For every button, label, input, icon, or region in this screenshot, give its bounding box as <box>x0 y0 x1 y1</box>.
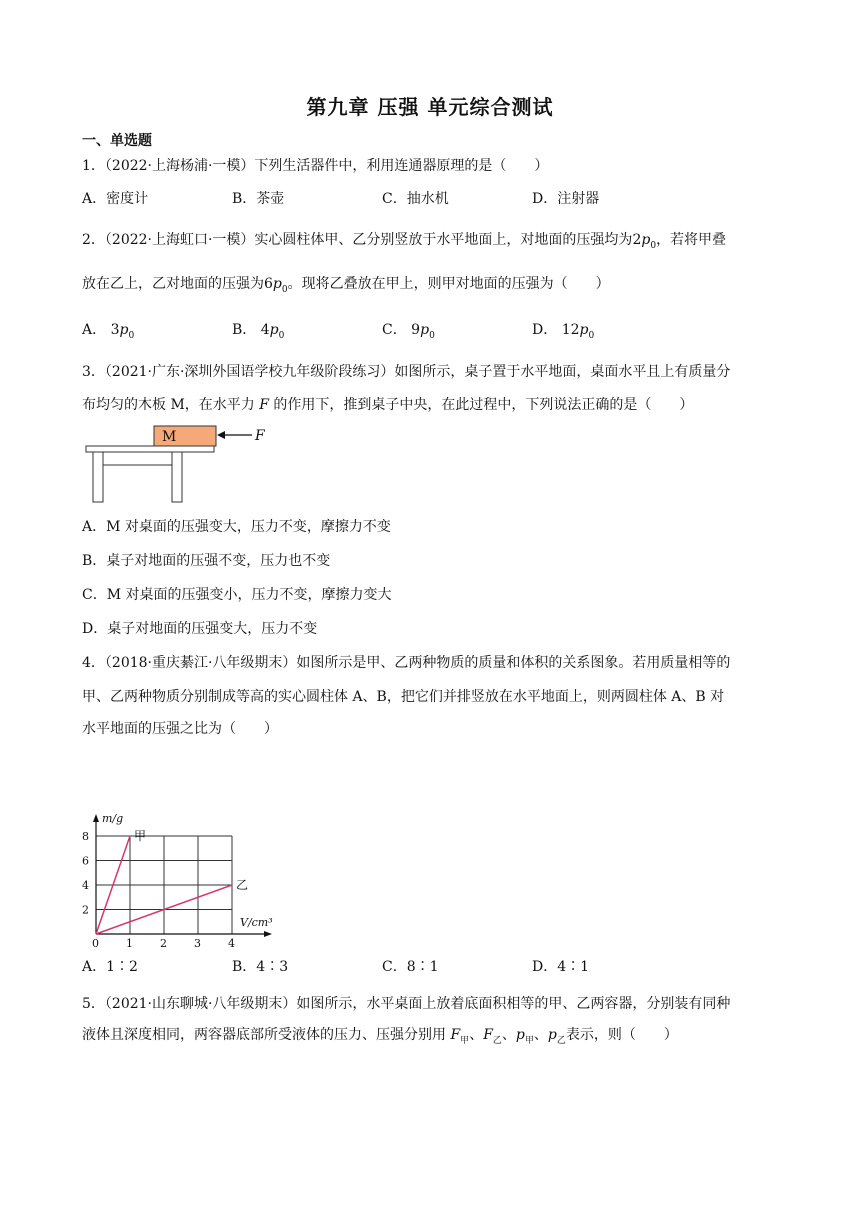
q2-option-b <box>232 320 284 346</box>
q5-line2-tail: 表示，则（ ） <box>565 1027 678 1043</box>
option-label: B． <box>232 322 257 338</box>
q2-line-1 <box>82 230 726 256</box>
q3-force-symbol: F <box>259 397 269 413</box>
p-symbol: p <box>420 322 430 338</box>
q2-line2-text: 放在乙上，乙对地面的压强为 <box>82 276 264 292</box>
q2-p-symbol: p <box>272 276 282 292</box>
q3-line2-text: 布均匀的木板 M，在水平力 <box>82 397 260 413</box>
p-symbol: p <box>119 322 129 338</box>
q1-option-b: B．茶壶 <box>232 191 285 207</box>
force-arrow-head <box>217 431 225 439</box>
x-tick-label: 3 <box>194 937 201 948</box>
option-coef: 4 <box>260 322 270 338</box>
q3-option-d: D．桌子对地面的压强变大，压力不变 <box>82 621 318 637</box>
p-sub: 0 <box>429 330 435 341</box>
pressure-symbol: p <box>515 1027 525 1043</box>
chart-labels <box>82 812 273 948</box>
option-coef: 3 <box>110 322 120 338</box>
q2-p-sub: 0 <box>281 284 288 295</box>
page-title: 第九章 压强 单元综合测试 <box>306 95 554 119</box>
option-coef: 12 <box>561 322 580 338</box>
q4-option-d: D．4∶1 <box>532 959 590 975</box>
q2-p-symbol: p <box>641 232 651 248</box>
q1-option-d: D．注射器 <box>532 191 600 207</box>
x-tick-label: 1 <box>126 937 133 948</box>
option-label: C． <box>382 322 407 338</box>
series-label: 甲 <box>134 829 147 843</box>
table-top <box>86 446 214 452</box>
q5-line2-text: 液体且深度相同，两容器底部所受液体的压力、压强分别用 <box>82 1027 451 1043</box>
sub-jia: 甲 <box>524 1035 534 1046</box>
q1-option-a: A．密度计 <box>82 191 149 207</box>
board-label: M <box>162 429 177 445</box>
table-board-figure <box>82 422 282 504</box>
q2-line2-tail: 。现将乙叠放在甲上，则甲对地面的压强为（ ） <box>287 276 610 292</box>
q4-line-1: 4．（2018·重庆綦江·八年级期末）如图所示是甲、乙两种物质的质量和体积的关系图象。若用质量相等的 <box>82 655 731 671</box>
y-axis-arrow <box>93 814 99 822</box>
x-tick-label: 2 <box>160 937 167 948</box>
table-leg-right <box>172 452 182 502</box>
mass-volume-chart <box>74 748 284 948</box>
option-coef: 9 <box>411 322 421 338</box>
force-label: F <box>255 428 265 444</box>
sub-jia: 甲 <box>460 1035 470 1046</box>
p-sub: 0 <box>128 330 135 341</box>
x-tick-label: 4 <box>228 937 235 948</box>
q2-option-c <box>382 320 435 346</box>
y-tick-label: 8 <box>82 830 89 843</box>
p-symbol: p <box>579 322 589 338</box>
sub-yi: 乙 <box>556 1035 566 1046</box>
q1-stem: 1．（2022·上海杨浦·一模）下列生活器件中，利用连通器原理的是（ ） <box>82 158 549 174</box>
option-label: D． <box>532 322 558 338</box>
force-symbol: F <box>450 1027 461 1043</box>
q3-option-b: B．桌子对地面的压强不变，压力也不变 <box>82 553 331 569</box>
chart-grid <box>96 836 232 934</box>
q2-coef-6: 6 <box>264 276 273 292</box>
option-label: A． <box>82 322 107 338</box>
q3-option-c: C．M 对桌面的压强变小，压力不变，摩擦力变大 <box>82 587 392 603</box>
p-symbol: p <box>269 322 279 338</box>
x-tick-label: 0 <box>92 937 99 948</box>
series-label: 乙 <box>236 878 249 892</box>
q2-option-d <box>532 320 594 346</box>
separator: 、 <box>533 1027 548 1043</box>
sub-yi: 乙 <box>492 1035 502 1046</box>
q2-line-2 <box>82 274 610 300</box>
q4-option-c: C．8∶1 <box>382 959 439 975</box>
q2-line1-tail: ，若将甲叠 <box>656 232 727 248</box>
y-axis-label: m/g <box>102 812 124 825</box>
separator: 、 <box>469 1027 484 1043</box>
pressure-symbol: p <box>547 1027 557 1043</box>
q5-line-2 <box>82 1025 678 1051</box>
p-sub: 0 <box>588 330 595 341</box>
y-tick-label: 4 <box>82 879 89 892</box>
q4-line-2: 甲、乙两种物质分别制成等高的实心圆柱体 A、B，把它们并排竖放在水平地面上，则两圆柱体 A、B 对 <box>82 689 725 705</box>
q3-option-a: A．M 对桌面的压强变大，压力不变，摩擦力不变 <box>82 519 391 535</box>
separator: 、 <box>501 1027 516 1043</box>
table-leg-left <box>93 452 103 502</box>
q2-p-sub: 0 <box>650 240 657 251</box>
force-symbol: F <box>483 1027 493 1043</box>
q3-line-1: 3．（2021·广东·深圳外国语学校九年级阶段练习）如图所示，桌子置于水平地面，桌面水平且上有质量分 <box>82 364 731 380</box>
q3-line-2 <box>82 395 693 415</box>
q4-option-b: B．4∶3 <box>232 959 289 975</box>
y-tick-label: 6 <box>82 854 89 868</box>
y-tick-label: 2 <box>82 903 89 917</box>
q2-coef-2: 2 <box>632 232 642 248</box>
q4-option-a: A．1∶2 <box>82 959 138 975</box>
q3-line2-tail: 的作用下，推到桌子中央，在此过程中，下列说法正确的是（ ） <box>268 397 694 413</box>
q4-line-3: 水平地面的压强之比为（ ） <box>82 721 278 737</box>
q2-option-a <box>82 320 134 346</box>
q1-option-c: C．抽水机 <box>382 191 449 207</box>
q2-line1-text: 2．（2022·上海虹口·一模）实心圆柱体甲、乙分别竖放于水平地面上，对地面的压强均为 <box>82 232 633 248</box>
section-heading: 一、单选题 <box>82 133 152 149</box>
x-axis-label: V/cm³ <box>240 916 273 929</box>
q5-line-1: 5．（2021·山东聊城·八年级期末）如图所示，水平桌面上放着底面积相等的甲、乙两容器，分别装有同种 <box>82 996 731 1012</box>
p-sub: 0 <box>278 330 285 341</box>
x-axis-arrow <box>264 931 272 937</box>
